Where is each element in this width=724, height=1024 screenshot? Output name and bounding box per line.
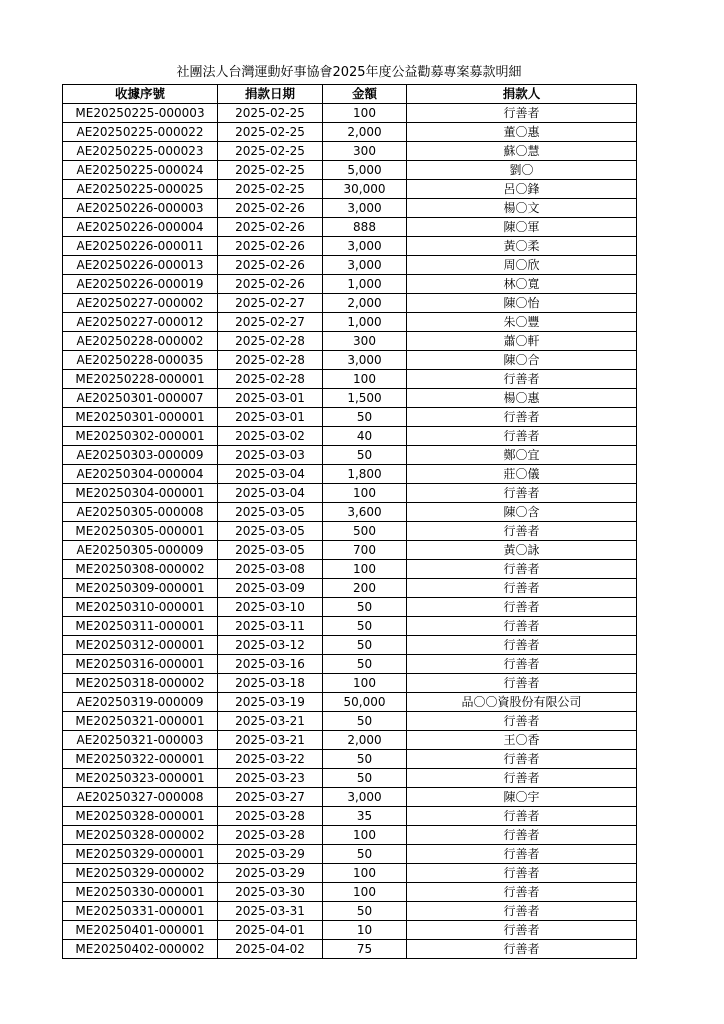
amount-cell: 100 — [323, 104, 407, 123]
donor-cell: 鄭〇宜 — [407, 446, 637, 465]
donor-cell: 呂〇鋒 — [407, 180, 637, 199]
date-cell: 2025-03-16 — [218, 655, 323, 674]
table-row — [63, 845, 637, 864]
receipt-no-cell: AE20250321-000003 — [63, 731, 218, 750]
date-cell: 2025-04-02 — [218, 940, 323, 959]
receipt-no-cell: ME20250329-000001 — [63, 845, 218, 864]
date-cell: 2025-03-19 — [218, 693, 323, 712]
date-cell: 2025-03-03 — [218, 446, 323, 465]
table-row — [63, 351, 637, 370]
header-donor: 捐款人 — [407, 85, 637, 104]
date-cell: 2025-02-26 — [218, 199, 323, 218]
header-date: 捐款日期 — [218, 85, 323, 104]
donor-cell: 林〇寬 — [407, 275, 637, 294]
donor-cell: 朱〇豐 — [407, 313, 637, 332]
date-cell: 2025-03-31 — [218, 902, 323, 921]
amount-cell: 10 — [323, 921, 407, 940]
donor-cell: 楊〇惠 — [407, 389, 637, 408]
table-row — [63, 617, 637, 636]
date-cell: 2025-02-26 — [218, 275, 323, 294]
receipt-no-cell: AE20250228-000035 — [63, 351, 218, 370]
table-row — [63, 446, 637, 465]
receipt-no-cell: AE20250319-000009 — [63, 693, 218, 712]
receipt-no-cell: ME20250312-000001 — [63, 636, 218, 655]
date-cell: 2025-02-25 — [218, 161, 323, 180]
donor-cell: 楊〇文 — [407, 199, 637, 218]
donor-cell: 陳〇含 — [407, 503, 637, 522]
amount-cell: 1,800 — [323, 465, 407, 484]
donor-cell: 行善者 — [407, 807, 637, 826]
amount-cell: 700 — [323, 541, 407, 560]
document-title: 社團法人台灣運動好事協會2025年度公益勸募專案募款明細 — [176, 65, 522, 80]
date-cell: 2025-02-26 — [218, 218, 323, 237]
receipt-no-cell: ME20250330-000001 — [63, 883, 218, 902]
donor-cell: 蕭〇軒 — [407, 332, 637, 351]
donor-cell: 周〇欣 — [407, 256, 637, 275]
date-cell: 2025-02-26 — [218, 237, 323, 256]
receipt-no-cell: AE20250226-000019 — [63, 275, 218, 294]
receipt-no-cell: ME20250310-000001 — [63, 598, 218, 617]
table-row — [63, 636, 637, 655]
table-row — [63, 180, 637, 199]
date-cell: 2025-02-27 — [218, 294, 323, 313]
donor-cell: 行善者 — [407, 636, 637, 655]
receipt-no-cell: ME20250228-000001 — [63, 370, 218, 389]
table-row — [63, 199, 637, 218]
table-row — [63, 332, 637, 351]
donor-cell: 行善者 — [407, 522, 637, 541]
donor-cell: 行善者 — [407, 427, 637, 446]
date-cell: 2025-03-22 — [218, 750, 323, 769]
table-row — [63, 579, 637, 598]
table-row — [63, 465, 637, 484]
donor-cell: 行善者 — [407, 484, 637, 503]
donor-cell: 行善者 — [407, 370, 637, 389]
amount-cell: 100 — [323, 674, 407, 693]
amount-cell: 50 — [323, 446, 407, 465]
amount-cell: 3,000 — [323, 237, 407, 256]
donor-cell: 行善者 — [407, 902, 637, 921]
table-row — [63, 731, 637, 750]
date-cell: 2025-03-28 — [218, 807, 323, 826]
donor-cell: 行善者 — [407, 579, 637, 598]
table-row — [63, 826, 637, 845]
donor-cell: 黃〇詠 — [407, 541, 637, 560]
date-cell: 2025-04-01 — [218, 921, 323, 940]
date-cell: 2025-03-29 — [218, 845, 323, 864]
receipt-no-cell: AE20250301-000007 — [63, 389, 218, 408]
amount-cell: 1,000 — [323, 313, 407, 332]
donor-cell: 劉〇 — [407, 161, 637, 180]
donor-cell: 行善者 — [407, 769, 637, 788]
amount-cell: 3,000 — [323, 351, 407, 370]
receipt-no-cell: ME20250302-000001 — [63, 427, 218, 446]
donor-cell: 行善者 — [407, 940, 637, 959]
table-row — [63, 389, 637, 408]
header-receipt-no: 收據序號 — [63, 85, 218, 104]
table-row — [63, 370, 637, 389]
amount-cell: 30,000 — [323, 180, 407, 199]
receipt-no-cell: ME20250304-000001 — [63, 484, 218, 503]
date-cell: 2025-02-25 — [218, 123, 323, 142]
donor-cell: 行善者 — [407, 864, 637, 883]
receipt-no-cell: AE20250225-000023 — [63, 142, 218, 161]
date-cell: 2025-02-25 — [218, 104, 323, 123]
receipt-no-cell: AE20250225-000022 — [63, 123, 218, 142]
date-cell: 2025-03-27 — [218, 788, 323, 807]
date-cell: 2025-03-05 — [218, 522, 323, 541]
donor-cell: 行善者 — [407, 750, 637, 769]
date-cell: 2025-02-25 — [218, 142, 323, 161]
table-row — [63, 484, 637, 503]
table-row — [63, 655, 637, 674]
donor-cell: 行善者 — [407, 104, 637, 123]
donor-cell: 陳〇軍 — [407, 218, 637, 237]
receipt-no-cell: ME20250323-000001 — [63, 769, 218, 788]
donor-cell: 品〇〇資股份有限公司 — [407, 693, 637, 712]
donor-cell: 行善者 — [407, 408, 637, 427]
receipt-no-cell: ME20250308-000002 — [63, 560, 218, 579]
amount-cell: 100 — [323, 484, 407, 503]
receipt-no-cell: AE20250225-000024 — [63, 161, 218, 180]
table-row — [63, 408, 637, 427]
table-header-row — [63, 85, 637, 104]
donation-table — [62, 84, 637, 959]
amount-cell: 75 — [323, 940, 407, 959]
table-row — [63, 104, 637, 123]
table-row — [63, 142, 637, 161]
donor-cell: 蘇〇慧 — [407, 142, 637, 161]
table-row — [63, 503, 637, 522]
donor-cell: 行善者 — [407, 845, 637, 864]
donor-cell: 陳〇合 — [407, 351, 637, 370]
table-row — [63, 693, 637, 712]
receipt-no-cell: AE20250305-000009 — [63, 541, 218, 560]
amount-cell: 35 — [323, 807, 407, 826]
receipt-no-cell: AE20250225-000025 — [63, 180, 218, 199]
amount-cell: 300 — [323, 332, 407, 351]
amount-cell: 50 — [323, 617, 407, 636]
table-row — [63, 275, 637, 294]
receipt-no-cell: ME20250328-000001 — [63, 807, 218, 826]
receipt-no-cell: ME20250328-000002 — [63, 826, 218, 845]
donor-cell: 陳〇怡 — [407, 294, 637, 313]
date-cell: 2025-03-30 — [218, 883, 323, 902]
receipt-no-cell: ME20250311-000001 — [63, 617, 218, 636]
donor-cell: 行善者 — [407, 655, 637, 674]
date-cell: 2025-03-04 — [218, 484, 323, 503]
donor-cell: 陳〇宇 — [407, 788, 637, 807]
receipt-no-cell: AE20250227-000012 — [63, 313, 218, 332]
date-cell: 2025-02-28 — [218, 351, 323, 370]
table-row — [63, 237, 637, 256]
date-cell: 2025-03-02 — [218, 427, 323, 446]
receipt-no-cell: AE20250226-000003 — [63, 199, 218, 218]
table-row — [63, 883, 637, 902]
table-row — [63, 921, 637, 940]
table-row — [63, 218, 637, 237]
table-row — [63, 864, 637, 883]
date-cell: 2025-02-25 — [218, 180, 323, 199]
header-amount: 金額 — [323, 85, 407, 104]
amount-cell: 2,000 — [323, 123, 407, 142]
donor-cell: 董〇惠 — [407, 123, 637, 142]
date-cell: 2025-03-21 — [218, 712, 323, 731]
amount-cell: 100 — [323, 864, 407, 883]
date-cell: 2025-02-27 — [218, 313, 323, 332]
amount-cell: 100 — [323, 883, 407, 902]
receipt-no-cell: AE20250226-000004 — [63, 218, 218, 237]
table-row — [63, 712, 637, 731]
receipt-no-cell: ME20250316-000001 — [63, 655, 218, 674]
table-row — [63, 560, 637, 579]
amount-cell: 100 — [323, 826, 407, 845]
table-row — [63, 769, 637, 788]
receipt-no-cell: AE20250305-000008 — [63, 503, 218, 522]
receipt-no-cell: ME20250329-000002 — [63, 864, 218, 883]
receipt-no-cell: AE20250227-000002 — [63, 294, 218, 313]
amount-cell: 40 — [323, 427, 407, 446]
table-row — [63, 427, 637, 446]
receipt-no-cell: ME20250402-000002 — [63, 940, 218, 959]
amount-cell: 3,000 — [323, 788, 407, 807]
receipt-no-cell: ME20250318-000002 — [63, 674, 218, 693]
amount-cell: 3,000 — [323, 256, 407, 275]
table-row — [63, 161, 637, 180]
donor-cell: 行善者 — [407, 674, 637, 693]
table-row — [63, 123, 637, 142]
donor-cell: 莊〇儀 — [407, 465, 637, 484]
date-cell: 2025-03-09 — [218, 579, 323, 598]
table-row — [63, 940, 637, 959]
date-cell: 2025-02-28 — [218, 370, 323, 389]
receipt-no-cell: AE20250226-000011 — [63, 237, 218, 256]
amount-cell: 50 — [323, 598, 407, 617]
date-cell: 2025-03-05 — [218, 541, 323, 560]
table-row — [63, 902, 637, 921]
table-row — [63, 256, 637, 275]
date-cell: 2025-03-23 — [218, 769, 323, 788]
donor-cell: 行善者 — [407, 560, 637, 579]
receipt-no-cell: ME20250401-000001 — [63, 921, 218, 940]
amount-cell: 50,000 — [323, 693, 407, 712]
donor-cell: 黃〇柔 — [407, 237, 637, 256]
receipt-no-cell: ME20250321-000001 — [63, 712, 218, 731]
date-cell: 2025-03-08 — [218, 560, 323, 579]
date-cell: 2025-02-26 — [218, 256, 323, 275]
amount-cell: 50 — [323, 655, 407, 674]
table-row — [63, 598, 637, 617]
amount-cell: 50 — [323, 712, 407, 731]
table-row — [63, 788, 637, 807]
amount-cell: 100 — [323, 370, 407, 389]
amount-cell: 50 — [323, 750, 407, 769]
date-cell: 2025-03-01 — [218, 389, 323, 408]
receipt-no-cell: AE20250226-000013 — [63, 256, 218, 275]
date-cell: 2025-03-11 — [218, 617, 323, 636]
amount-cell: 50 — [323, 902, 407, 921]
date-cell: 2025-03-10 — [218, 598, 323, 617]
table-row — [63, 750, 637, 769]
amount-cell: 50 — [323, 636, 407, 655]
table-row — [63, 541, 637, 560]
date-cell: 2025-03-04 — [218, 465, 323, 484]
amount-cell: 1,000 — [323, 275, 407, 294]
receipt-no-cell: AE20250304-000004 — [63, 465, 218, 484]
table-row — [63, 674, 637, 693]
amount-cell: 200 — [323, 579, 407, 598]
donor-cell: 行善者 — [407, 617, 637, 636]
amount-cell: 3,000 — [323, 199, 407, 218]
date-cell: 2025-03-12 — [218, 636, 323, 655]
donor-cell: 行善者 — [407, 883, 637, 902]
receipt-no-cell: AE20250303-000009 — [63, 446, 218, 465]
amount-cell: 2,000 — [323, 294, 407, 313]
table-row — [63, 294, 637, 313]
table-row — [63, 313, 637, 332]
date-cell: 2025-03-28 — [218, 826, 323, 845]
amount-cell: 3,600 — [323, 503, 407, 522]
amount-cell: 1,500 — [323, 389, 407, 408]
donor-cell: 行善者 — [407, 826, 637, 845]
receipt-no-cell: ME20250225-000003 — [63, 104, 218, 123]
amount-cell: 888 — [323, 218, 407, 237]
amount-cell: 50 — [323, 769, 407, 788]
amount-cell: 50 — [323, 845, 407, 864]
donor-cell: 王〇香 — [407, 731, 637, 750]
receipt-no-cell: ME20250331-000001 — [63, 902, 218, 921]
date-cell: 2025-03-29 — [218, 864, 323, 883]
amount-cell: 300 — [323, 142, 407, 161]
date-cell: 2025-02-28 — [218, 332, 323, 351]
table-row — [63, 807, 637, 826]
receipt-no-cell: ME20250309-000001 — [63, 579, 218, 598]
date-cell: 2025-03-18 — [218, 674, 323, 693]
receipt-no-cell: AE20250327-000008 — [63, 788, 218, 807]
date-cell: 2025-03-05 — [218, 503, 323, 522]
amount-cell: 5,000 — [323, 161, 407, 180]
amount-cell: 500 — [323, 522, 407, 541]
amount-cell: 100 — [323, 560, 407, 579]
receipt-no-cell: AE20250228-000002 — [63, 332, 218, 351]
receipt-no-cell: ME20250301-000001 — [63, 408, 218, 427]
donor-cell: 行善者 — [407, 921, 637, 940]
amount-cell: 50 — [323, 408, 407, 427]
table-row — [63, 522, 637, 541]
receipt-no-cell: ME20250305-000001 — [63, 522, 218, 541]
donor-cell: 行善者 — [407, 712, 637, 731]
date-cell: 2025-03-01 — [218, 408, 323, 427]
donor-cell: 行善者 — [407, 598, 637, 617]
amount-cell: 2,000 — [323, 731, 407, 750]
receipt-no-cell: ME20250322-000001 — [63, 750, 218, 769]
date-cell: 2025-03-21 — [218, 731, 323, 750]
